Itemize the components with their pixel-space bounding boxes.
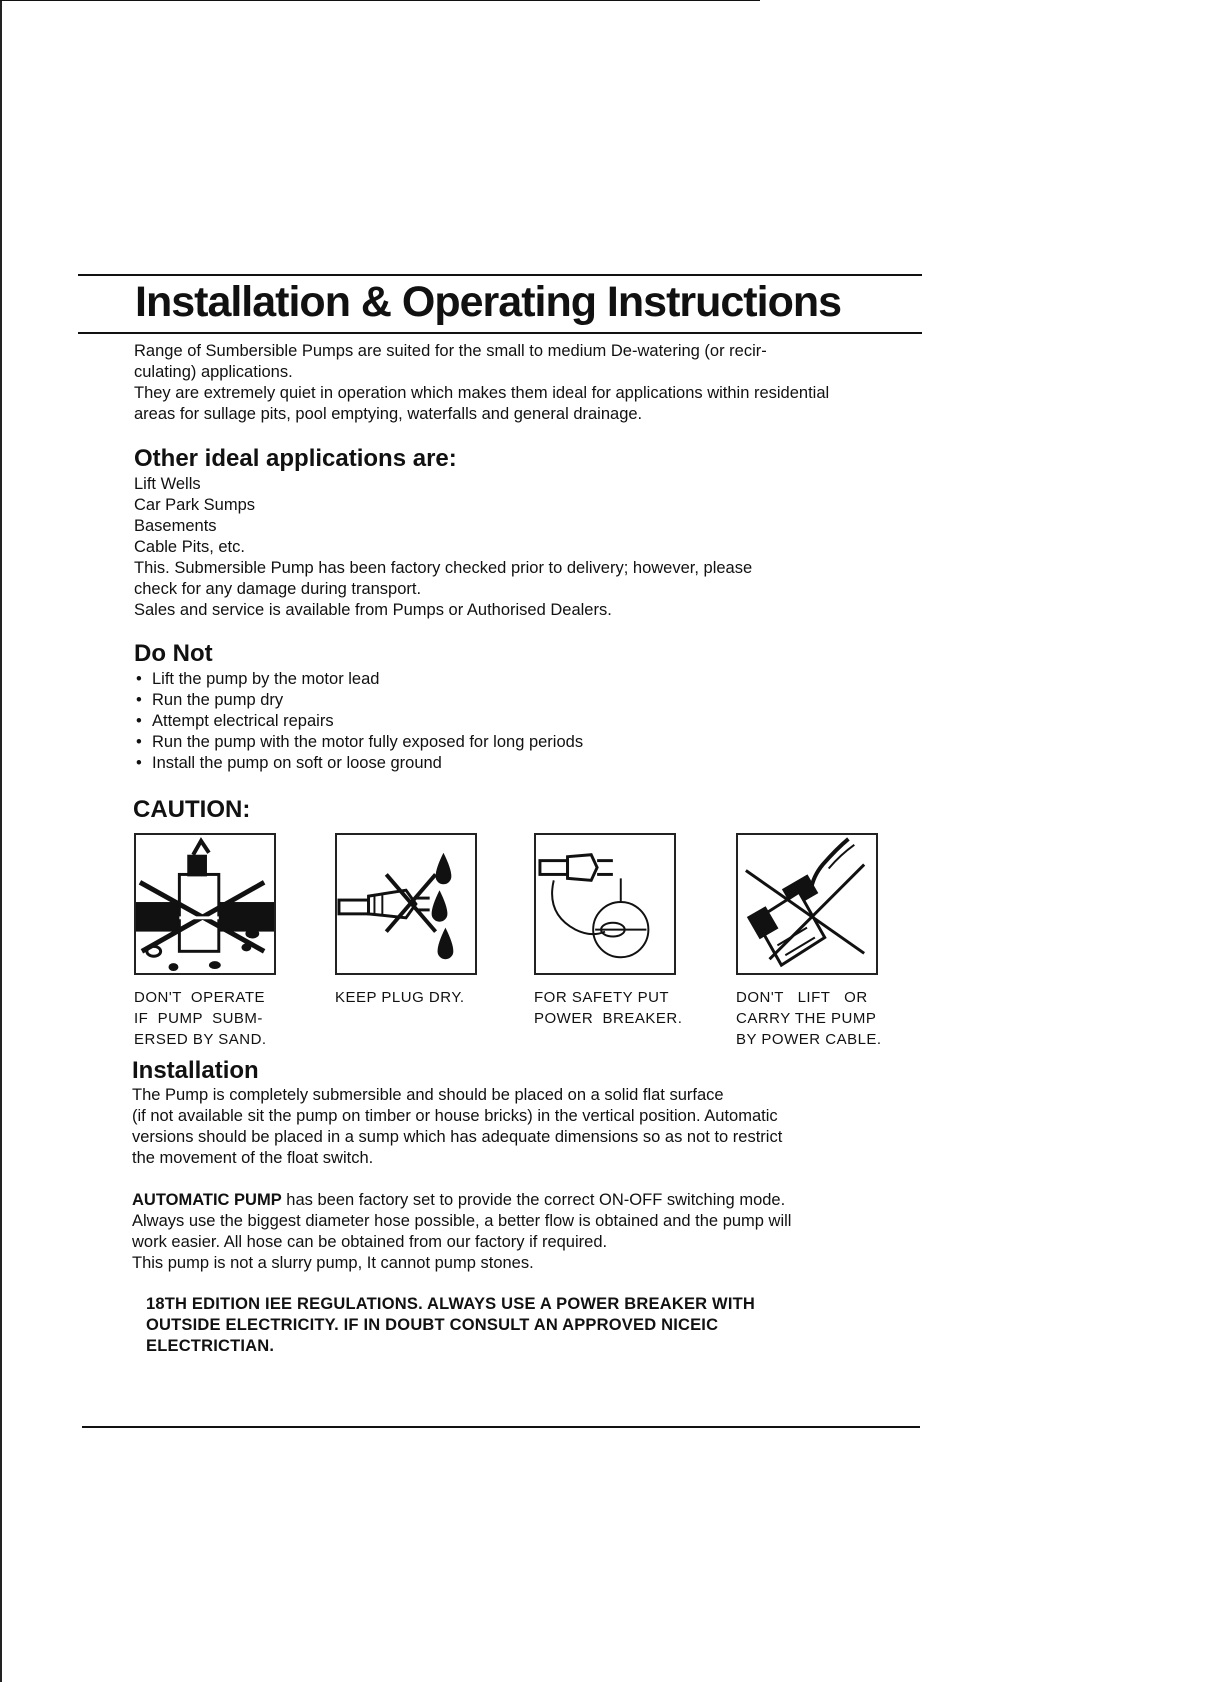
caution-caption-breaker: [534, 987, 682, 1029]
applications-line: This. Submersible Pump has been factory checked prior to delivery; however, please: [134, 559, 753, 577]
do-not-item: • Attempt electrical repairs: [134, 711, 834, 732]
caution-panel-sand: [134, 833, 276, 975]
applications-heading: Other ideal applications are:: [134, 445, 457, 472]
applications-line: check for any damage during transport.: [134, 580, 422, 598]
applications-line: Basements: [134, 517, 217, 535]
do-not-item: • Run the pump with the motor fully exposed for long periods: [134, 732, 834, 753]
installation-heading: Installation: [132, 1057, 259, 1084]
applications-list: [134, 474, 914, 621]
power-breaker-plug-icon: [536, 835, 674, 973]
installation-paragraph: [132, 1085, 932, 1169]
automatic-line: [132, 1190, 952, 1211]
caution-panel-plug: [335, 833, 477, 975]
do-not-heading: Do Not: [134, 640, 213, 667]
caution-panel-cable: [736, 833, 878, 975]
caption-line: ERSED BY SAND.: [134, 1031, 267, 1048]
caution-caption-cable: [736, 987, 882, 1050]
intro-line: culating) applications.: [134, 363, 293, 381]
applications-line: Cable Pits, etc.: [134, 538, 245, 556]
intro-line: Range of Sumbersible Pumps are suited for the small to medium De-watering (or recir-: [134, 342, 767, 360]
intro-paragraph: [134, 341, 914, 425]
caption-line: BY POWER CABLE.: [736, 1031, 882, 1048]
automatic-line: work easier. All hose can be obtained from our factory if required.: [132, 1233, 608, 1251]
page-title: Installation & Operating Instructions: [135, 278, 842, 326]
lift-by-cable-icon: [738, 835, 876, 973]
footer-rule: [82, 1426, 920, 1428]
regulations-line: OUTSIDE ELECTRICITY. IF IN DOUBT CONSULT AN APPROVED NICEIC: [146, 1316, 719, 1334]
automatic-pump-paragraph: [132, 1190, 952, 1274]
title-rule-bottom: [78, 332, 922, 334]
wet-plug-icon: [337, 835, 475, 973]
caption-line: DON'T LIFT OR: [736, 989, 868, 1006]
regulations-line: ELECTRICTIAN.: [146, 1337, 275, 1355]
caption-line: POWER BREAKER.: [534, 1010, 683, 1027]
applications-line: Sales and service is available from Pumps or Authorised Dealers.: [134, 601, 612, 619]
caption-line: DON'T OPERATE: [134, 989, 265, 1006]
installation-line: versions should be placed in a sump which has adequate dimensions so as not to restrict: [132, 1128, 783, 1146]
automatic-line: Always use the biggest diameter hose possible, a better flow is obtained and the pump will: [132, 1212, 792, 1230]
regulations-line: 18TH EDITION IEE REGULATIONS. ALWAYS USE A POWER BREAKER WITH: [146, 1295, 756, 1313]
installation-line: the movement of the float switch.: [132, 1149, 374, 1167]
do-not-list: [134, 669, 834, 774]
caution-caption-plug: [335, 987, 465, 1008]
caption-line: FOR SAFETY PUT: [534, 989, 670, 1006]
page-left-edge: [0, 0, 2, 1682]
caption-line: KEEP PLUG DRY.: [335, 989, 465, 1006]
caution-panel-breaker: [534, 833, 676, 975]
regulations-warning: [146, 1294, 926, 1357]
caption-line: CARRY THE PUMP: [736, 1010, 877, 1027]
caution-heading: CAUTION:: [133, 796, 251, 823]
intro-line: They are extremely quiet in operation which makes them ideal for applications within residential: [134, 384, 830, 402]
pump-in-sand-icon: [136, 835, 274, 973]
automatic-line-rest: has been factory set to provide the correct ON-OFF switching mode.: [281, 1191, 786, 1209]
installation-line: The Pump is completely submersible and should be placed on a solid flat surface: [132, 1086, 724, 1104]
do-not-item: • Lift the pump by the motor lead: [134, 669, 834, 690]
automatic-pump-lead: AUTOMATIC PUMP: [132, 1191, 282, 1209]
do-not-item: • Run the pump dry: [134, 690, 834, 711]
caution-caption-sand: [134, 987, 267, 1050]
caption-line: IF PUMP SUBM-: [134, 1010, 263, 1027]
automatic-line: This pump is not a slurry pump, It cannot pump stones.: [132, 1254, 534, 1272]
intro-line: areas for sullage pits, pool emptying, waterfalls and general drainage.: [134, 405, 643, 423]
title-rule-top: [78, 274, 922, 276]
applications-line: Car Park Sumps: [134, 496, 256, 514]
do-not-item: • Install the pump on soft or loose ground: [134, 753, 834, 774]
applications-line: Lift Wells: [134, 475, 201, 493]
top-edge-rule: [0, 0, 760, 1]
installation-line: (if not available sit the pump on timber or house bricks) in the vertical position. Automatic: [132, 1107, 778, 1125]
